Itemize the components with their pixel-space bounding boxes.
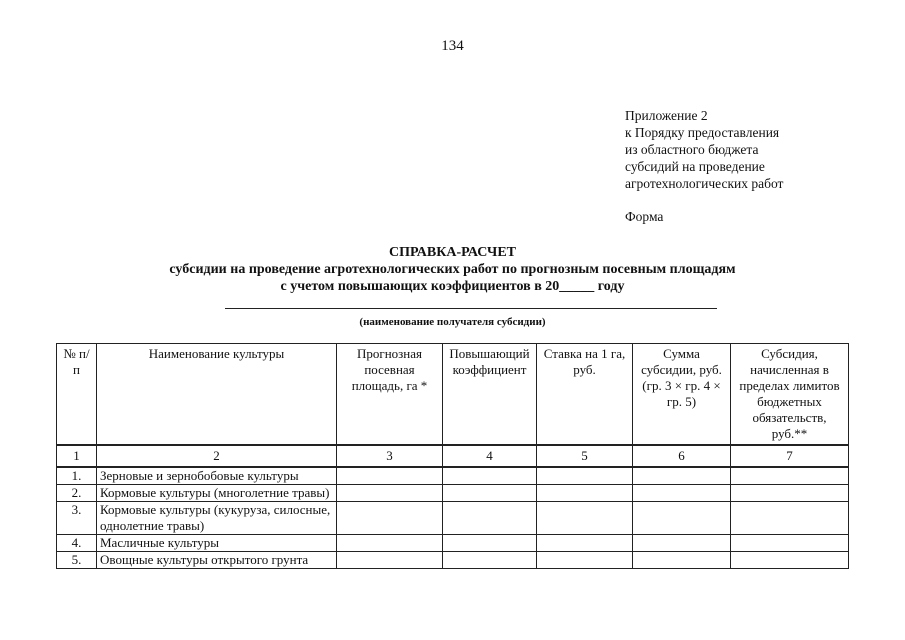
- row-number-cell: 1.: [57, 467, 97, 485]
- recipient-caption: (наименование получателя субсидии): [359, 316, 546, 328]
- page-number: 134: [441, 38, 464, 54]
- header-cell: Ставка на 1 га, руб.: [537, 344, 633, 446]
- subsidy-cell[interactable]: [731, 552, 849, 569]
- rate-cell[interactable]: [537, 502, 633, 535]
- area-cell[interactable]: [337, 502, 443, 535]
- title-line-3: с учетом повышающих коэффициентов в 20_____ году: [280, 279, 625, 294]
- area-cell[interactable]: [337, 535, 443, 552]
- appendix-line: из областного бюджета: [625, 142, 759, 157]
- sum-cell[interactable]: [633, 535, 731, 552]
- row-number-cell: 4.: [57, 535, 97, 552]
- appendix-line: к Порядку предоставления: [625, 125, 780, 140]
- column-number-cell: 6: [633, 445, 731, 467]
- subsidy-cell[interactable]: [731, 502, 849, 535]
- header-cell: № п/п: [57, 344, 97, 446]
- table-row: [57, 535, 849, 552]
- coefficient-cell[interactable]: [443, 485, 537, 502]
- column-number-cell: 5: [537, 445, 633, 467]
- column-number-row: [57, 445, 849, 467]
- header-cell: Повышающий коэффициент: [443, 344, 537, 446]
- crop-name-cell: Кормовые культуры (кукуруза, силосные, однолетние травы): [97, 502, 337, 535]
- subsidy-cell[interactable]: [731, 485, 849, 502]
- area-cell[interactable]: [337, 485, 443, 502]
- sum-cell[interactable]: [633, 502, 731, 535]
- coefficient-cell[interactable]: [443, 552, 537, 569]
- rate-cell[interactable]: [537, 467, 633, 485]
- table-row: [57, 552, 849, 569]
- appendix-block: [625, 107, 783, 225]
- form-label: Форма: [625, 209, 664, 224]
- column-number-cell: 3: [337, 445, 443, 467]
- crop-name-cell: Кормовые культуры (многолетние травы): [97, 485, 337, 502]
- table-row: [57, 502, 849, 535]
- sum-cell[interactable]: [633, 467, 731, 485]
- rate-cell[interactable]: [537, 485, 633, 502]
- row-number-cell: 2.: [57, 485, 97, 502]
- sum-cell[interactable]: [633, 552, 731, 569]
- crop-name-cell: Овощные культуры открытого грунта: [97, 552, 337, 569]
- header-cell: Прогнозная посевная площадь, га *: [337, 344, 443, 446]
- column-number-cell: 7: [731, 445, 849, 467]
- subsidy-cell[interactable]: [731, 535, 849, 552]
- row-number-cell: 5.: [57, 552, 97, 569]
- appendix-line: субсидий на проведение: [625, 159, 765, 174]
- column-number-cell: 2: [97, 445, 337, 467]
- header-cell: Наименование культуры: [97, 344, 337, 446]
- table-row: [57, 467, 849, 485]
- column-number-cell: 4: [443, 445, 537, 467]
- sum-cell[interactable]: [633, 485, 731, 502]
- table-row: [57, 485, 849, 502]
- rate-cell[interactable]: [537, 552, 633, 569]
- coefficient-cell[interactable]: [443, 535, 537, 552]
- subsidy-table: [56, 343, 849, 569]
- crop-name-cell: Масличные культуры: [97, 535, 337, 552]
- appendix-line: агротехнологических работ: [625, 176, 784, 191]
- header-cell: Сумма субсидии, руб. (гр. 3 × гр. 4 × гр. 5): [633, 344, 731, 446]
- document-title: [0, 244, 905, 295]
- subsidy-cell[interactable]: [731, 467, 849, 485]
- header-cell: Субсидия, начисленная в пределах лимитов бюджетных обязательств, руб.**: [731, 344, 849, 446]
- coefficient-cell[interactable]: [443, 502, 537, 535]
- column-number-cell: 1: [57, 445, 97, 467]
- coefficient-cell[interactable]: [443, 467, 537, 485]
- area-cell[interactable]: [337, 467, 443, 485]
- row-number-cell: 3.: [57, 502, 97, 535]
- crop-name-cell: Зерновые и зернобобовые культуры: [97, 467, 337, 485]
- title-line-1: СПРАВКА-РАСЧЕТ: [388, 245, 517, 260]
- appendix-line: Приложение 2: [625, 108, 708, 123]
- recipient-name-line[interactable]: [225, 308, 717, 309]
- rate-cell[interactable]: [537, 535, 633, 552]
- table-header-row: [57, 344, 849, 446]
- title-line-2: субсидии на проведение агротехнологических работ по прогнозным посевным площадям: [169, 262, 736, 277]
- area-cell[interactable]: [337, 552, 443, 569]
